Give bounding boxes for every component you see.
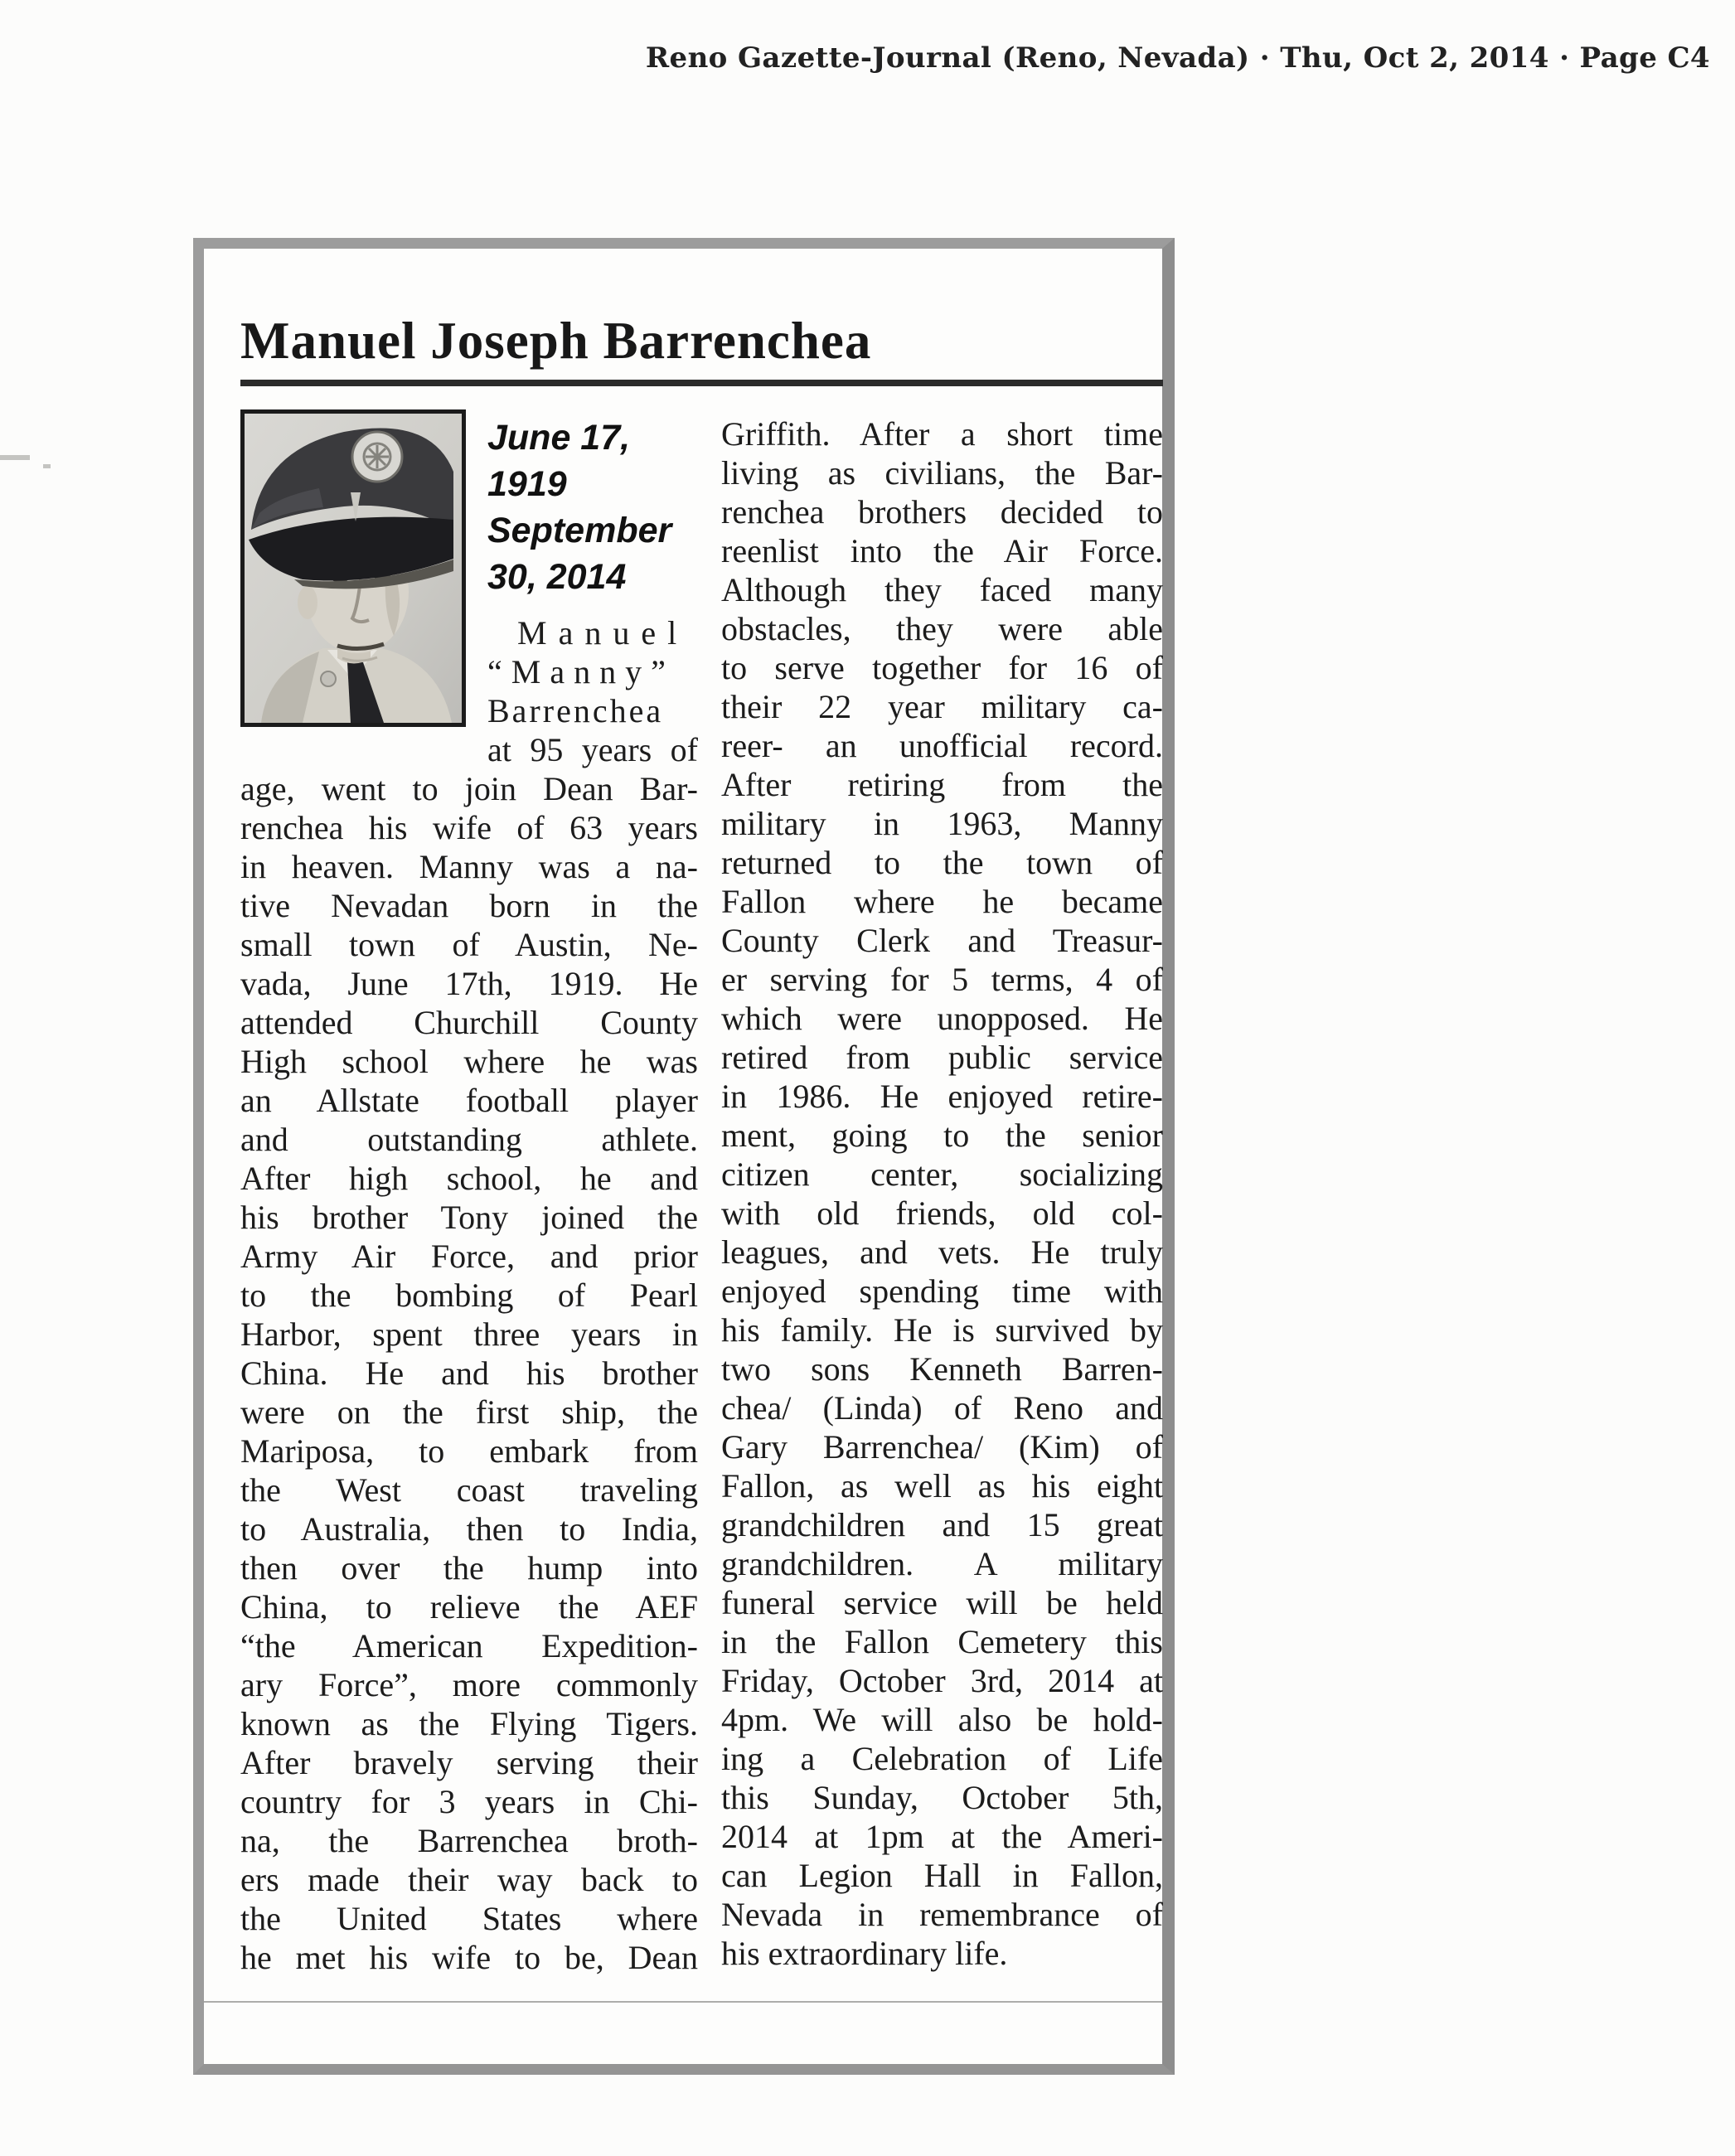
text-line: their 22 year military ca- (721, 688, 1163, 725)
text-line: leagues, and vets. He truly (721, 1233, 1163, 1271)
collar-pin (321, 671, 336, 686)
text-line: September (487, 511, 672, 550)
bottom-divider-rule (204, 2001, 1162, 2003)
text-line: reer- an unofficial record. (721, 727, 1163, 764)
text-line: this Sunday, October 5th, (721, 1779, 1163, 1816)
text-line: renchea brothers decided to (721, 493, 1163, 531)
text-line: Although they faced many (721, 571, 1163, 608)
text-line: to serve together for 16 of (721, 649, 1163, 686)
text-line: enjoyed spending time with (721, 1272, 1163, 1310)
text-line: vada, June 17th, 1919. He (240, 965, 698, 1002)
text-line: his family. He is survived by (721, 1311, 1163, 1349)
text-line: “Manny” (487, 653, 675, 690)
text-line: na, the Barrenchea broth- (240, 1822, 698, 1859)
text-line: County Clerk and Treasur- (721, 922, 1163, 959)
text-line: ers made their way back to (240, 1861, 698, 1898)
text-line: Barrenchea (487, 692, 664, 729)
newspaper-source-header: Reno Gazette-Journal (Reno, Nevada) · Thu, Oct 2, 2014 · Page C4 (645, 41, 1710, 75)
text-line: citizen center, socializing (721, 1156, 1163, 1193)
text-line: and outstanding athlete. (240, 1121, 698, 1158)
text-line: After bravely serving their (240, 1744, 698, 1781)
text-line: June 17, (487, 418, 631, 458)
text-line: were on the first ship, the (240, 1393, 698, 1431)
text-line: which were unopposed. He (721, 1000, 1163, 1037)
text-line: funeral service will be held (721, 1584, 1163, 1621)
text-line: ment, going to the senior (721, 1117, 1163, 1154)
text-line: known as the Flying Tigers. (240, 1705, 698, 1742)
text-line: retired from public service (721, 1039, 1163, 1076)
text-line: grandchildren and 15 great (721, 1506, 1163, 1543)
text-line: an Allstate football player (240, 1082, 698, 1119)
text-line: then over the hump into (240, 1549, 698, 1587)
text-line: Nevada in remembrance of (721, 1896, 1163, 1933)
text-line: Harbor, spent three years in (240, 1315, 698, 1353)
text-line: the West coast traveling (240, 1471, 698, 1509)
text-line: er serving for 5 terms, 4 of (721, 961, 1163, 998)
text-line: Mariposa, to embark from (240, 1432, 698, 1470)
obituary-column-right (721, 414, 1163, 1973)
portrait-illustration (245, 414, 462, 723)
text-line: attended Churchill County (240, 1004, 698, 1041)
text-line: ary Force”, more commonly (240, 1666, 698, 1703)
text-line: his brother Tony joined the (240, 1199, 698, 1236)
text-line: can Legion Hall in Fallon, (721, 1857, 1163, 1894)
obituary-body (240, 414, 1163, 1977)
text-line: in 1986. He enjoyed retire- (721, 1078, 1163, 1115)
text-line: at 95 years of (487, 731, 698, 768)
text-line: small town of Austin, Ne- (240, 926, 698, 963)
portrait-photo (240, 409, 466, 727)
text-line: tive Nevadan born in the (240, 887, 698, 924)
text-line: to the bombing of Pearl (240, 1277, 698, 1314)
text-line: two sons Kenneth Barren- (721, 1350, 1163, 1388)
text-line: renchea his wife of 63 years (240, 809, 698, 846)
text-line: 2014 at 1pm at the Ameri- (721, 1818, 1163, 1855)
text-line: Gary Barrenchea/ (Kim) of (721, 1428, 1163, 1466)
text-line: the United States where (240, 1900, 698, 1937)
text-line: age, went to join Dean Bar- (240, 770, 698, 807)
text-line: reenlist into the Air Force. (721, 532, 1163, 569)
text-line: 4pm. We will also be hold- (721, 1701, 1163, 1738)
text-line: Fallon, as well as his eight (721, 1467, 1163, 1504)
text-line: ing a Celebration of Life (721, 1740, 1163, 1777)
text-line: High school where he was (240, 1043, 698, 1080)
text-line: Manuel (517, 614, 689, 652)
text-line: After high school, he and (240, 1160, 698, 1197)
text-line: living as civilians, the Bar- (721, 454, 1163, 492)
text-line: obstacles, they were able (721, 610, 1163, 647)
obituary-clipping (193, 238, 1175, 2075)
text-line: he met his wife to be, Dean (240, 1939, 698, 1976)
text-line: China. He and his brother (240, 1354, 698, 1392)
text-line: 1919 (487, 464, 567, 504)
text-line: Army Air Force, and prior (240, 1238, 698, 1275)
cap-badge-star (366, 445, 389, 468)
text-line: Griffith. After a short time (721, 415, 1163, 453)
text-line: to Australia, then to India, (240, 1510, 698, 1548)
text-line: with old friends, old col- (721, 1194, 1163, 1232)
scan-artifact (0, 455, 30, 460)
obituary-column-left (240, 414, 698, 1977)
text-line: After retiring from the (721, 766, 1163, 803)
text-line: country for 3 years in Chi- (240, 1783, 698, 1820)
scan-artifact (43, 464, 51, 468)
title-divider-rule (240, 380, 1163, 386)
text-line: chea/ (Linda) of Reno and (721, 1389, 1163, 1427)
text-line: Friday, October 3rd, 2014 at (721, 1662, 1163, 1699)
text-line: military in 1963, Manny (721, 805, 1163, 842)
text-line: “the American Expedition- (240, 1627, 698, 1664)
obituary-title: Manuel Joseph Barrenchea (240, 312, 872, 370)
text-line: his extraordinary life. (721, 1935, 1008, 1972)
text-line: returned to the town of (721, 844, 1163, 881)
ear (298, 586, 317, 619)
text-line: in heaven. Manny was a na- (240, 848, 698, 885)
text-line: China, to relieve the AEF (240, 1588, 698, 1625)
text-line: 30, 2014 (487, 557, 627, 597)
text-line: grandchildren. A military (721, 1545, 1163, 1582)
text-line: Fallon where he became (721, 883, 1163, 920)
text-line: in the Fallon Cemetery this (721, 1623, 1163, 1660)
